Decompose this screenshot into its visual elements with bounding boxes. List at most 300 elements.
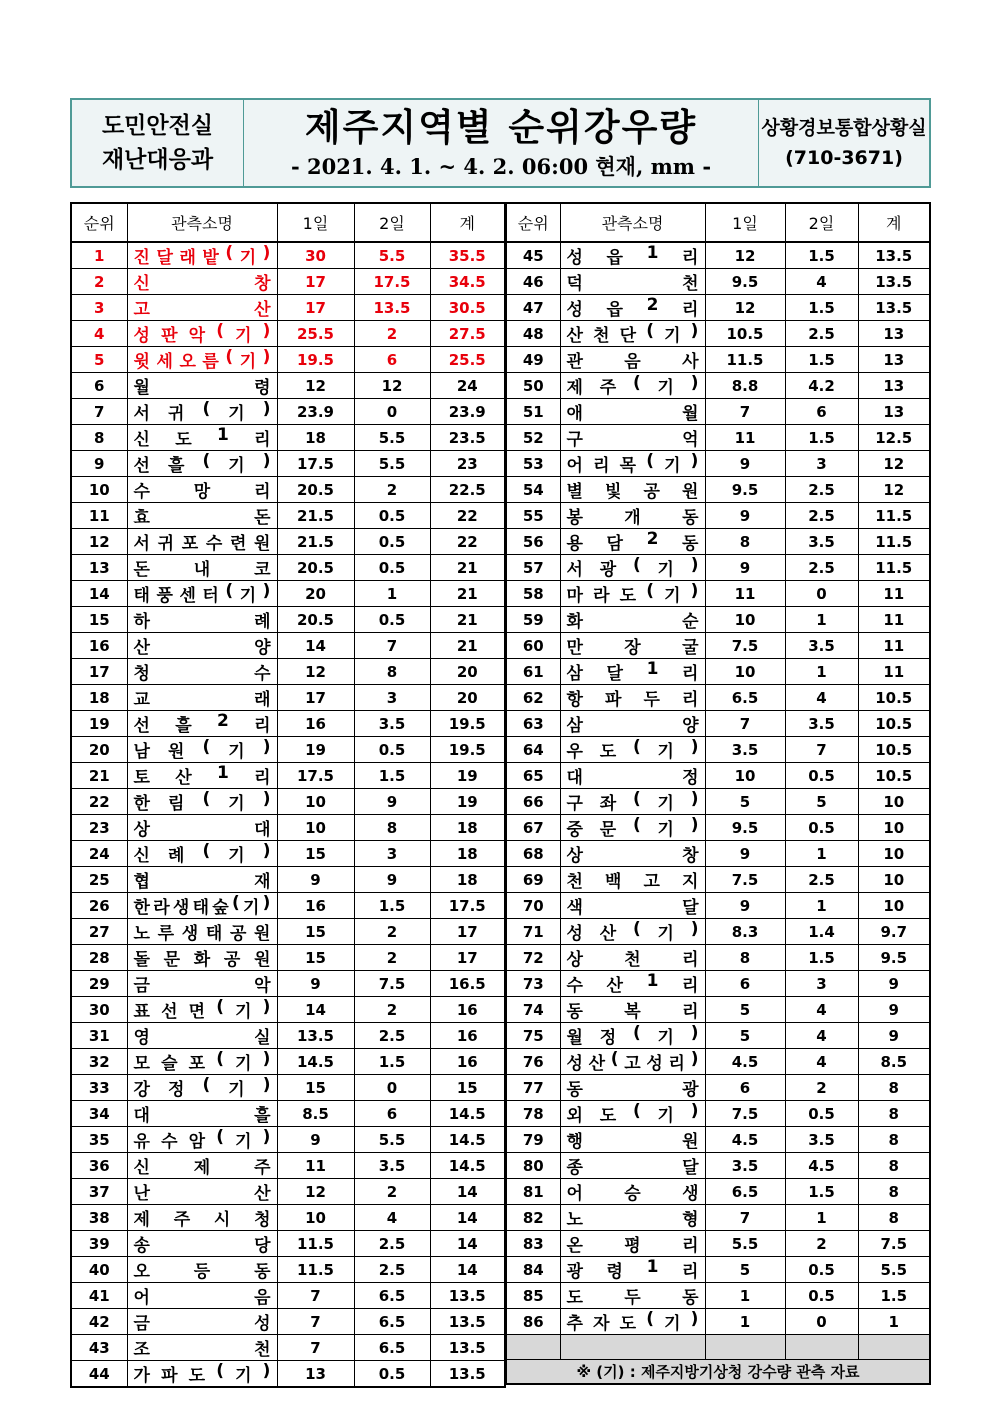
day2-cell: 6.5: [354, 1335, 430, 1361]
station-name: 성 읍 1 리: [566, 243, 699, 268]
table-row: [506, 451, 930, 477]
station-name-cell: [127, 1179, 277, 1205]
total-cell: 23: [430, 451, 505, 477]
table-row: [71, 841, 505, 867]
day1-cell: 10: [705, 659, 785, 685]
day1-cell: 10: [705, 607, 785, 633]
station-name-cell: [560, 242, 705, 269]
rank-cell: 48: [506, 321, 560, 347]
rank-cell: 72: [506, 945, 560, 971]
table-row: [71, 633, 505, 659]
total-cell: 21: [430, 581, 505, 607]
station-name: 중 문 ( 기 ): [566, 815, 699, 840]
day1-cell: 11: [705, 581, 785, 607]
day2-cell: 2.5: [785, 477, 858, 503]
day1-cell: 14: [277, 633, 354, 659]
rank-cell: 43: [71, 1335, 127, 1361]
day2-cell: 2: [354, 919, 430, 945]
rank-cell: 67: [506, 815, 560, 841]
day1-cell: 18: [277, 425, 354, 451]
total-cell: 13: [858, 399, 930, 425]
day1-cell: 8.8: [705, 373, 785, 399]
day2-cell: 1: [354, 581, 430, 607]
total-cell: 1.5: [858, 1283, 930, 1309]
footnote: ※ (기) : 제주지방기상청 강수량 관측 자료: [506, 1359, 930, 1384]
table-row: [506, 659, 930, 685]
station-name-cell: [127, 1153, 277, 1179]
rank-cell: 85: [506, 1283, 560, 1309]
station-name: 하 례: [133, 612, 271, 632]
rank-cell: 80: [506, 1153, 560, 1179]
station-name-cell: [560, 347, 705, 373]
footnote-row: [506, 1359, 930, 1384]
day2-cell: 0: [354, 399, 430, 425]
total-cell: 10.5: [858, 711, 930, 737]
station-name: 청 수: [133, 664, 271, 684]
station-name-cell: [560, 1153, 705, 1179]
day1-cell: 15: [277, 841, 354, 867]
station-name-cell: [127, 1049, 277, 1075]
station-name: 남 원 ( 기 ): [133, 737, 271, 762]
day1-cell: 14.5: [277, 1049, 354, 1075]
table-row: [71, 1283, 505, 1309]
station-name: 관 음 사: [566, 352, 699, 372]
rank-cell: 5: [71, 347, 127, 373]
table-row: [506, 373, 930, 399]
day1-cell: 9.5: [705, 477, 785, 503]
rank-cell: 42: [71, 1309, 127, 1335]
rank-cell: 70: [506, 893, 560, 919]
day1-cell: 10: [277, 1205, 354, 1231]
day2-cell: 7: [354, 633, 430, 659]
day1-cell: 9.5: [705, 815, 785, 841]
rank-cell: 10: [71, 477, 127, 503]
total-cell: 14.5: [430, 1153, 505, 1179]
station-name: 진 달 래 밭 ( 기 ): [133, 243, 271, 268]
day2-cell: 1.5: [354, 763, 430, 789]
day1-cell: 10.5: [705, 321, 785, 347]
table-row: [506, 1153, 930, 1179]
day1-cell: 4.5: [705, 1049, 785, 1075]
table-row: [71, 1205, 505, 1231]
station-name-cell: [560, 607, 705, 633]
day1-cell: 9: [277, 971, 354, 997]
total-cell: 12.5: [858, 425, 930, 451]
day1-cell: 9: [705, 555, 785, 581]
day1-cell: 7: [277, 1309, 354, 1335]
station-name-cell: [560, 1023, 705, 1049]
day1-cell: 19.5: [277, 347, 354, 373]
station-name: 월 정 ( 기 ): [566, 1023, 699, 1048]
station-name-cell: [127, 763, 277, 789]
table-row: [506, 971, 930, 997]
day1-cell: 9: [705, 841, 785, 867]
table-row: [71, 1127, 505, 1153]
total-cell: 9.5: [858, 945, 930, 971]
day2-cell: 9: [354, 867, 430, 893]
station-name: 대 정: [566, 768, 699, 788]
table-row: [506, 1179, 930, 1205]
station-name: 제 주 ( 기 ): [566, 373, 699, 398]
total-cell: 19: [430, 789, 505, 815]
table-row: [71, 763, 505, 789]
table-row: [71, 1023, 505, 1049]
day2-cell: 7: [785, 737, 858, 763]
day2-cell: 1.5: [354, 1049, 430, 1075]
station-name: 별 빛 공 원: [566, 482, 699, 502]
day1-cell: 20.5: [277, 555, 354, 581]
table-row: [506, 503, 930, 529]
table-row: [506, 529, 930, 555]
table-row: [71, 321, 505, 347]
station-name: 강 정 ( 기 ): [133, 1075, 271, 1100]
total-cell: 13.5: [430, 1361, 505, 1388]
day1-cell: 10: [277, 789, 354, 815]
table-row: [506, 581, 930, 607]
total-cell: 10.5: [858, 685, 930, 711]
station-name: 상 대: [133, 820, 271, 840]
page-title: 제주지역별 순위강우량: [304, 106, 698, 149]
total-cell: 10.5: [858, 763, 930, 789]
day1-cell: 3.5: [705, 1153, 785, 1179]
rank-cell: 78: [506, 1101, 560, 1127]
station-name-cell: [560, 373, 705, 399]
day2-cell: 7.5: [354, 971, 430, 997]
empty-cell: [506, 1335, 560, 1360]
station-name-cell: [127, 1361, 277, 1388]
station-name-cell: [560, 945, 705, 971]
station-name: 토 산 1 리: [133, 763, 271, 788]
table-row: [506, 295, 930, 321]
station-name: 종 달: [566, 1158, 699, 1178]
day2-cell: 2: [354, 997, 430, 1023]
rank-cell: 55: [506, 503, 560, 529]
table-row: [71, 1179, 505, 1205]
rank-cell: 2: [71, 269, 127, 295]
table-row: [71, 1257, 505, 1283]
total-cell: 22.5: [430, 477, 505, 503]
day1-cell: 6.5: [705, 685, 785, 711]
table-row: [71, 997, 505, 1023]
day2-cell: 3: [354, 685, 430, 711]
day2-cell: 0.5: [354, 607, 430, 633]
total-cell: 11: [858, 633, 930, 659]
station-name: 애 월: [566, 404, 699, 424]
rank-cell: 49: [506, 347, 560, 373]
total-cell: 15: [430, 1075, 505, 1101]
day2-cell: 0.5: [785, 815, 858, 841]
table-row: [506, 1257, 930, 1283]
day1-cell: 7.5: [705, 633, 785, 659]
col-total-header: 계: [858, 203, 930, 242]
day1-cell: 6: [705, 971, 785, 997]
day2-cell: 3.5: [354, 1153, 430, 1179]
table-row: [71, 1231, 505, 1257]
table-row: [71, 737, 505, 763]
day1-cell: 7: [705, 399, 785, 425]
day1-cell: 7: [705, 1205, 785, 1231]
station-name: 노 루 생 태 공 원: [133, 924, 271, 944]
station-name: 외 도 ( 기 ): [566, 1101, 699, 1126]
station-name: 고 산: [133, 300, 271, 320]
station-name-cell: [127, 971, 277, 997]
station-name: 색 달: [566, 898, 699, 918]
total-cell: 10: [858, 841, 930, 867]
day1-cell: 10: [705, 763, 785, 789]
station-name: 협 재: [133, 872, 271, 892]
day1-cell: 7: [277, 1283, 354, 1309]
rank-cell: 28: [71, 945, 127, 971]
station-name: 서 귀 포 수 련 원: [133, 534, 271, 554]
department-name: 도민안전실: [101, 113, 214, 139]
rank-cell: 60: [506, 633, 560, 659]
table-row: [506, 789, 930, 815]
station-name-cell: [127, 529, 277, 555]
total-cell: 23.5: [430, 425, 505, 451]
total-cell: 13.5: [430, 1335, 505, 1361]
col-total-header: 계: [430, 203, 505, 242]
total-cell: 24: [430, 373, 505, 399]
station-name-cell: [560, 581, 705, 607]
day1-cell: 21.5: [277, 503, 354, 529]
empty-row: [506, 1335, 930, 1360]
table-row: [71, 789, 505, 815]
total-cell: 14: [430, 1179, 505, 1205]
day2-cell: 3.5: [785, 1127, 858, 1153]
total-cell: 16: [430, 1023, 505, 1049]
day1-cell: 9: [705, 503, 785, 529]
table-row: [71, 1153, 505, 1179]
station-name-cell: [560, 867, 705, 893]
rank-cell: 63: [506, 711, 560, 737]
empty-cell: [705, 1335, 785, 1360]
col-day1-header: 1일: [277, 203, 354, 242]
station-name-cell: [560, 1283, 705, 1309]
day2-cell: 1.5: [354, 893, 430, 919]
total-cell: 10: [858, 893, 930, 919]
rank-cell: 14: [71, 581, 127, 607]
total-cell: 27.5: [430, 321, 505, 347]
station-name-cell: [560, 269, 705, 295]
station-name: 산 양: [133, 638, 271, 658]
station-name-cell: [560, 555, 705, 581]
station-name-cell: [560, 1231, 705, 1257]
day2-cell: 6.5: [354, 1283, 430, 1309]
day2-cell: 6: [354, 1101, 430, 1127]
station-name: 유 수 암 ( 기 ): [133, 1127, 271, 1152]
table-row: [71, 503, 505, 529]
rank-cell: 30: [71, 997, 127, 1023]
station-name-cell: [560, 451, 705, 477]
total-cell: 8: [858, 1127, 930, 1153]
day2-cell: 0.5: [354, 529, 430, 555]
rank-cell: 38: [71, 1205, 127, 1231]
station-name: 항 파 두 리: [566, 690, 699, 710]
rank-cell: 51: [506, 399, 560, 425]
rank-cell: 84: [506, 1257, 560, 1283]
total-cell: 21: [430, 607, 505, 633]
total-cell: 19.5: [430, 737, 505, 763]
station-name: 우 도 ( 기 ): [566, 737, 699, 762]
station-name: 성 판 악 ( 기 ): [133, 321, 271, 346]
rank-cell: 15: [71, 607, 127, 633]
station-name-cell: [560, 711, 705, 737]
station-name: 조 천: [133, 1340, 271, 1360]
station-name-cell: [560, 1309, 705, 1335]
day2-cell: 5: [785, 789, 858, 815]
total-cell: 9.7: [858, 919, 930, 945]
total-cell: 13.5: [858, 242, 930, 269]
station-name-cell: [127, 555, 277, 581]
total-cell: 8: [858, 1101, 930, 1127]
day2-cell: 2.5: [354, 1023, 430, 1049]
day2-cell: 1: [785, 607, 858, 633]
day2-cell: 1: [785, 659, 858, 685]
day1-cell: 20: [277, 581, 354, 607]
total-cell: 5.5: [858, 1257, 930, 1283]
rank-cell: 23: [71, 815, 127, 841]
day1-cell: 11.5: [705, 347, 785, 373]
day1-cell: 12: [277, 373, 354, 399]
table-row: [71, 425, 505, 451]
table-row: [506, 685, 930, 711]
day1-cell: 9: [705, 451, 785, 477]
station-name-cell: [127, 789, 277, 815]
station-name-cell: [127, 893, 277, 919]
day1-cell: 7.5: [705, 1101, 785, 1127]
station-name: 송 당: [133, 1236, 271, 1256]
day1-cell: 6: [705, 1075, 785, 1101]
table-row: [506, 867, 930, 893]
col-day2-header: 2일: [785, 203, 858, 242]
table-row: [71, 373, 505, 399]
day2-cell: 1.5: [785, 425, 858, 451]
station-name-cell: [127, 503, 277, 529]
total-cell: 34.5: [430, 269, 505, 295]
day2-cell: 4.2: [785, 373, 858, 399]
station-name: 대 흘: [133, 1106, 271, 1126]
station-name: 금 성: [133, 1314, 271, 1334]
total-cell: 20: [430, 659, 505, 685]
day1-cell: 15: [277, 945, 354, 971]
day1-cell: 1: [705, 1283, 785, 1309]
station-name: 교 래: [133, 690, 271, 710]
day1-cell: 7.5: [705, 867, 785, 893]
station-name: 영 실: [133, 1028, 271, 1048]
day1-cell: 8.3: [705, 919, 785, 945]
day2-cell: 0: [785, 1309, 858, 1335]
total-cell: 12: [858, 451, 930, 477]
rank-cell: 56: [506, 529, 560, 555]
station-name-cell: [127, 633, 277, 659]
rank-cell: 8: [71, 425, 127, 451]
table-row: [71, 477, 505, 503]
total-cell: 10.5: [858, 737, 930, 763]
station-name-cell: [560, 919, 705, 945]
day2-cell: 8: [354, 815, 430, 841]
station-name-cell: [127, 242, 277, 269]
day2-cell: 2: [354, 321, 430, 347]
table-row: [506, 347, 930, 373]
total-cell: 30.5: [430, 295, 505, 321]
day1-cell: 8: [705, 945, 785, 971]
station-name-cell: [560, 425, 705, 451]
day2-cell: 5.5: [354, 451, 430, 477]
day2-cell: 3: [354, 841, 430, 867]
rank-cell: 13: [71, 555, 127, 581]
table-row: [506, 1075, 930, 1101]
station-name-cell: [127, 373, 277, 399]
station-name-cell: [560, 659, 705, 685]
rank-cell: 69: [506, 867, 560, 893]
day1-cell: 15: [277, 919, 354, 945]
rank-cell: 45: [506, 242, 560, 269]
station-name: 화 순: [566, 612, 699, 632]
station-name-cell: [127, 1257, 277, 1283]
total-cell: 22: [430, 503, 505, 529]
station-name: 천 백 고 지: [566, 872, 699, 892]
day1-cell: 11.5: [277, 1257, 354, 1283]
station-name-cell: [127, 347, 277, 373]
day2-cell: 2: [785, 1231, 858, 1257]
total-cell: 21: [430, 633, 505, 659]
day1-cell: 23.9: [277, 399, 354, 425]
total-cell: 16: [430, 997, 505, 1023]
rank-cell: 86: [506, 1309, 560, 1335]
table-row: [71, 1049, 505, 1075]
station-name-cell: [127, 1101, 277, 1127]
station-name: 온 평 리: [566, 1236, 699, 1256]
table-row: [506, 242, 930, 269]
day2-cell: 0: [354, 1075, 430, 1101]
total-cell: 8.5: [858, 1049, 930, 1075]
total-cell: 1: [858, 1309, 930, 1335]
table-row: [71, 242, 505, 269]
day1-cell: 16: [277, 711, 354, 737]
total-cell: 21: [430, 555, 505, 581]
station-name-cell: [127, 607, 277, 633]
rank-cell: 41: [71, 1283, 127, 1309]
empty-cell: [858, 1335, 930, 1360]
station-name-cell: [560, 503, 705, 529]
day1-cell: 4.5: [705, 1127, 785, 1153]
day2-cell: 6: [354, 347, 430, 373]
total-cell: 17: [430, 945, 505, 971]
day2-cell: 1.5: [785, 945, 858, 971]
col-day2-header: 2일: [354, 203, 430, 242]
rank-cell: 71: [506, 919, 560, 945]
total-cell: 18: [430, 841, 505, 867]
day1-cell: 5.5: [705, 1231, 785, 1257]
rank-cell: 82: [506, 1205, 560, 1231]
total-cell: 22: [430, 529, 505, 555]
table-row: [506, 607, 930, 633]
rank-cell: 81: [506, 1179, 560, 1205]
day2-cell: 3.5: [785, 529, 858, 555]
rank-cell: 21: [71, 763, 127, 789]
rank-cell: 62: [506, 685, 560, 711]
day1-cell: 5: [705, 997, 785, 1023]
table-row: [71, 919, 505, 945]
station-name-cell: [127, 711, 277, 737]
day2-cell: 0.5: [354, 503, 430, 529]
day2-cell: 8: [354, 659, 430, 685]
station-name: 수 산 1 리: [566, 971, 699, 996]
rank-cell: 47: [506, 295, 560, 321]
day2-cell: 4.5: [785, 1153, 858, 1179]
station-name-cell: [127, 1231, 277, 1257]
day2-cell: 3: [785, 451, 858, 477]
